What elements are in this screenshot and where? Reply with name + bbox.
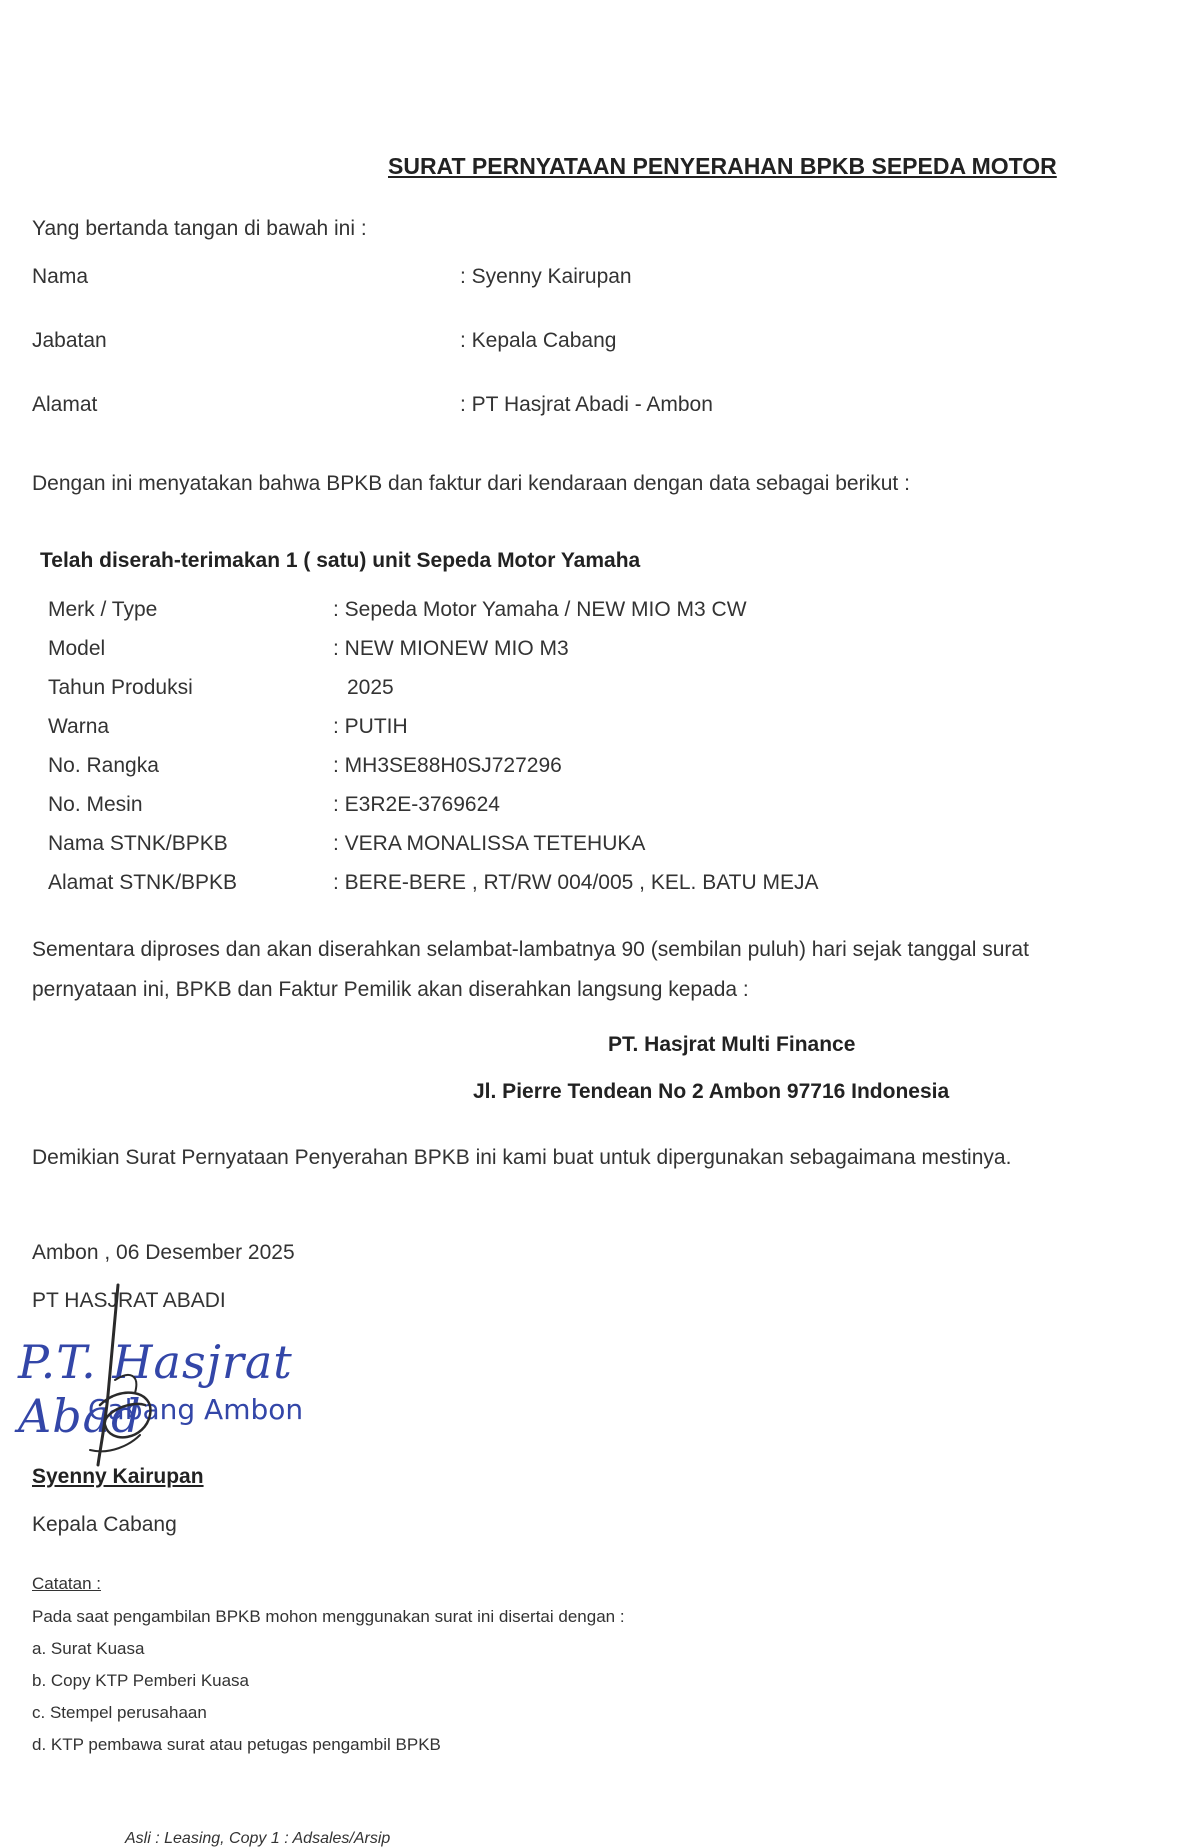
vehicle-value: : PUTIH [333, 715, 408, 738]
statement-text: Dengan ini menyatakan bahwa BPKB dan faktur dari kendaraan dengan data sebagai berikut : [32, 472, 910, 495]
vehicle-label: No. Rangka [48, 754, 159, 777]
vehicle-value: 2025 [347, 676, 394, 699]
signer-name: Syenny Kairupan [32, 1465, 204, 1488]
field-value-nama: : Syenny Kairupan [460, 265, 632, 288]
field-value-jabatan: : Kepala Cabang [460, 329, 617, 352]
document-title: SURAT PERNYATAAN PENYERAHAN BPKB SEPEDA MOTOR [388, 153, 1057, 179]
vehicle-value: : MH3SE88H0SJ727296 [333, 754, 562, 777]
vehicle-label: Nama STNK/BPKB [48, 832, 228, 855]
company-name: PT HASJRAT ABADI [32, 1289, 226, 1312]
field-label-jabatan: Jabatan [32, 329, 107, 352]
stamp-line-1: P.T. Hasjrat Abad [18, 1335, 293, 1443]
footer-copy-note: Asli : Leasing, Copy 1 : Adsales/Arsip [125, 1830, 391, 1847]
handover-heading: Telah diserah-terimakan 1 ( satu) unit Sepeda Motor Yamaha [40, 549, 641, 572]
stamp-line-2: Cabang Ambon [88, 1393, 304, 1426]
notes-heading: Catatan : [32, 1574, 101, 1593]
intro-text: Yang bertanda tangan di bawah ini : [32, 217, 367, 240]
field-label-nama: Nama [32, 265, 89, 288]
recipient-address: Jl. Pierre Tendean No 2 Ambon 97716 Indonesia [473, 1080, 950, 1103]
processing-text-line-2: pernyataan ini, BPKB dan Faktur Pemilik akan diserahkan langsung kepada : [32, 978, 749, 1001]
note-item: Pada saat pengambilan BPKB mohon menggunakan surat ini disertai dengan : [32, 1607, 625, 1626]
vehicle-label: Warna [48, 715, 110, 738]
vehicle-label: Tahun Produksi [48, 676, 193, 699]
vehicle-value: : VERA MONALISSA TETEHUKA [333, 832, 646, 855]
field-label-alamat: Alamat [32, 393, 98, 416]
vehicle-label: Merk / Type [48, 598, 158, 621]
vehicle-label: Alamat STNK/BPKB [48, 871, 238, 894]
processing-text-line-1: Sementara diproses dan akan diserahkan selambat-lambatnya 90 (sembilan puluh) hari sejak tanggal surat [32, 938, 1029, 961]
closing-text: Demikian Surat Pernyataan Penyerahan BPKB ini kami buat untuk dipergunakan sebagaimana mestinya. [32, 1146, 1012, 1169]
recipient-name: PT. Hasjrat Multi Finance [608, 1033, 856, 1056]
vehicle-value: : Sepeda Motor Yamaha / NEW MIO M3 CW [333, 598, 747, 621]
note-item: d. KTP pembawa surat atau petugas pengambil BPKB [32, 1735, 441, 1754]
note-item: c. Stempel perusahaan [32, 1703, 207, 1722]
vehicle-value: : BERE-BERE , RT/RW 004/005 , KEL. BATU MEJA [333, 871, 819, 894]
vehicle-value: : NEW MIONEW MIO M3 [333, 637, 569, 660]
signer-position: Kepala Cabang [32, 1513, 177, 1536]
handwritten-signature [60, 1275, 210, 1475]
place-date: Ambon , 06 Desember 2025 [32, 1241, 295, 1264]
vehicle-label: No. Mesin [48, 793, 143, 816]
note-item: a. Surat Kuasa [32, 1639, 145, 1658]
field-value-alamat: : PT Hasjrat Abadi - Ambon [460, 393, 713, 416]
note-item: b. Copy KTP Pemberi Kuasa [32, 1671, 250, 1690]
vehicle-value: : E3R2E-3769624 [333, 793, 500, 816]
vehicle-label: Model [48, 637, 106, 660]
